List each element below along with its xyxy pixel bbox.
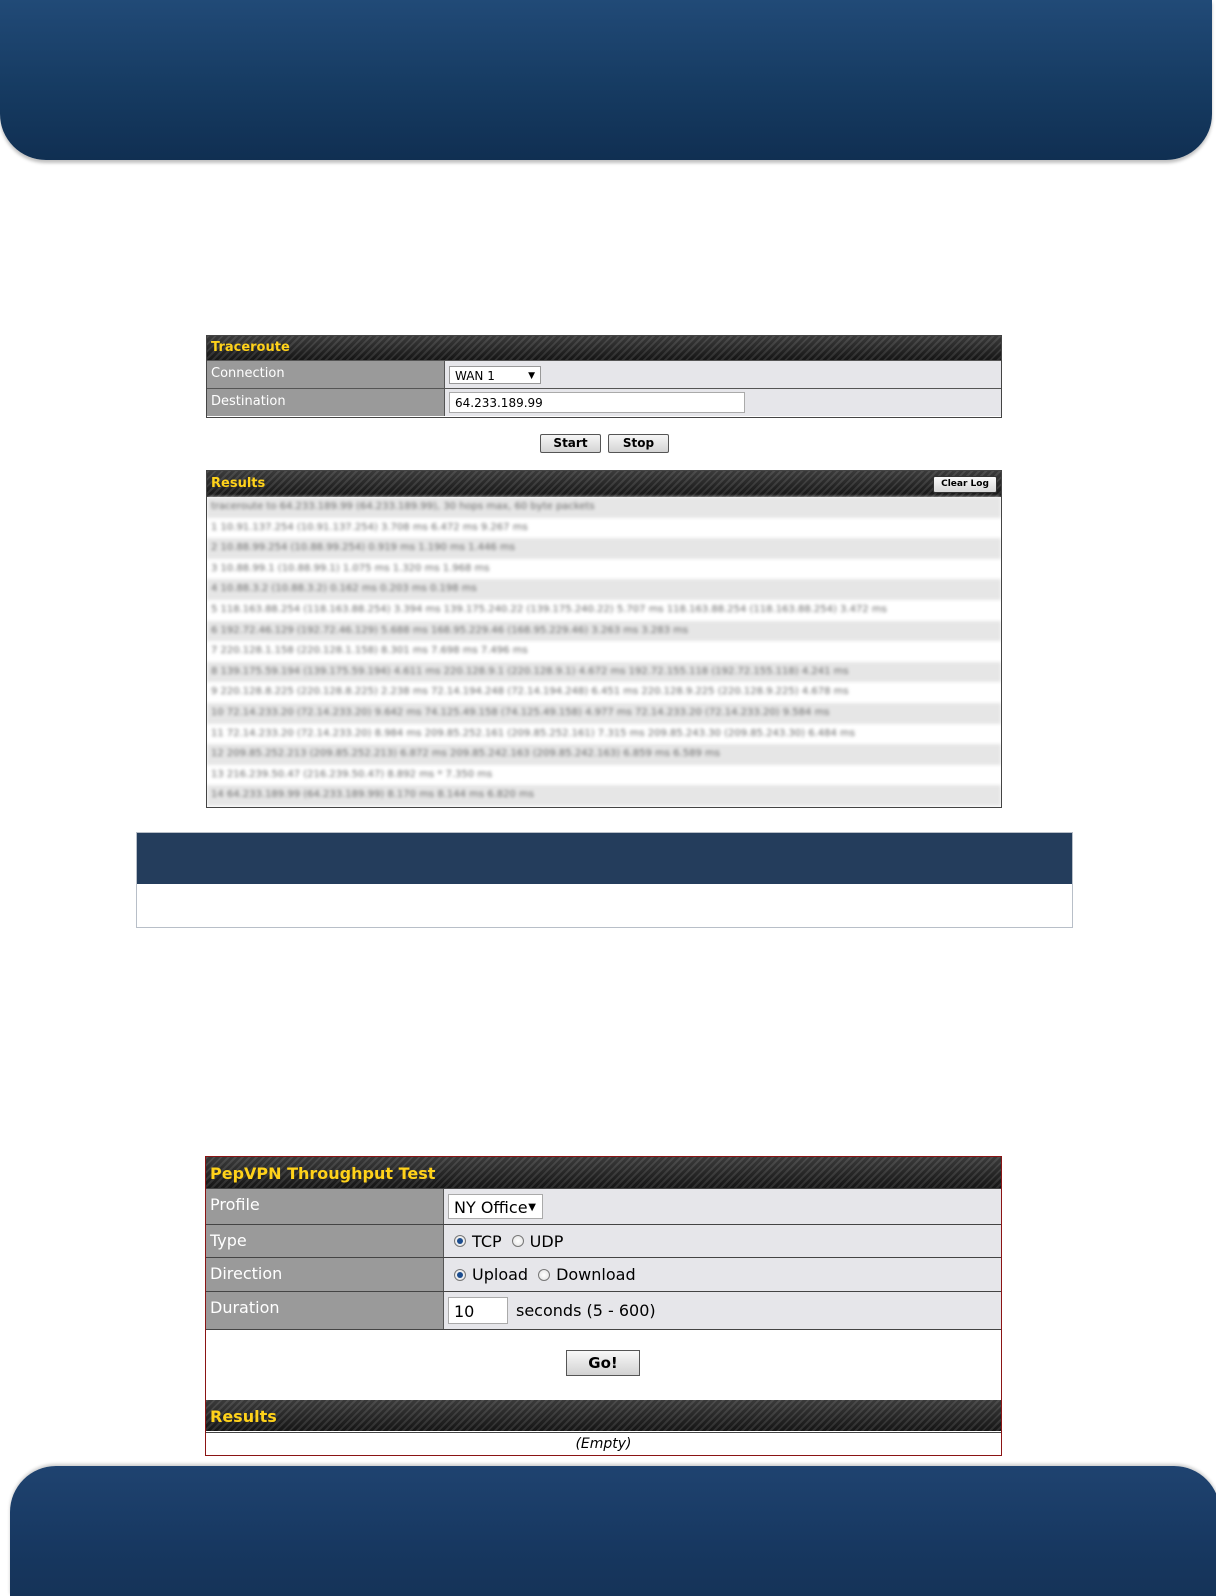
destination-row (207, 388, 1001, 416)
log-line: 7 220.128.1.158 (220.128.1.158) 8.301 ms 7.698 ms 7.496 ms (211, 645, 528, 657)
destination-label: Destination (207, 389, 445, 416)
profile-row (206, 1188, 1001, 1224)
note-box (136, 832, 1073, 928)
log-line: 13 216.239.50.47 (216.239.50.47) 8.892 ms * 7.350 ms (211, 768, 493, 780)
clear-log-button[interactable]: Clear Log (933, 476, 997, 493)
log-line: 1 10.91.137.254 (10.91.137.254) 3.708 ms 6.472 ms 9.267 ms (211, 521, 528, 533)
type-label: Type (206, 1225, 444, 1257)
log-line: 11 72.14.233.20 (72.14.233.20) 8.984 ms 209.85.252.161 (209.85.252.161) 7.315 ms 209.85.243.30 (209.85.243.30) 6.484 ms (211, 727, 855, 739)
duration-hint: seconds (5 - 600) (516, 1301, 656, 1320)
duration-label: Duration (206, 1292, 444, 1329)
log-line: 12 209.85.252.213 (209.85.252.213) 6.872 ms 209.85.242.163 (209.85.242.163) 6.859 ms 6.589 ms (207, 744, 1001, 765)
page-footer-band (10, 1466, 1216, 1596)
direction-row (206, 1257, 1001, 1291)
go-button[interactable]: Go! (566, 1350, 640, 1376)
tcp-label: TCP (472, 1231, 502, 1251)
profile-select[interactable]: NY Office ▼ (448, 1194, 543, 1219)
log-line: 4 10.88.3.2 (10.88.3.2) 0.162 ms 0.203 ms 0.198 ms (207, 579, 1001, 600)
stop-button[interactable]: Stop (608, 434, 669, 453)
download-label: Download (556, 1265, 636, 1284)
download-radio[interactable] (538, 1269, 550, 1281)
chevron-down-icon: ▼ (528, 1202, 536, 1213)
udp-radio[interactable] (512, 1235, 524, 1247)
throughput-results-empty: (Empty) (206, 1432, 1001, 1455)
traceroute-title: Traceroute (207, 336, 1001, 360)
connection-select[interactable]: WAN 1 ▼ (449, 366, 541, 384)
type-row (206, 1224, 1001, 1257)
note-box-header (137, 833, 1072, 884)
upload-radio[interactable] (454, 1269, 466, 1281)
connection-label: Connection (207, 361, 445, 388)
start-button[interactable]: Start (540, 434, 601, 453)
connection-row (207, 360, 1001, 388)
udp-label: UDP (529, 1231, 564, 1251)
log-line: 5 118.163.88.254 (118.163.88.254) 3.394 ms 139.175.240.22 (139.175.240.22) 5.707 ms 118.163.88.254 (118.163.88.254) 3.472 ms (211, 603, 887, 615)
upload-label: Upload (472, 1265, 529, 1284)
profile-label: Profile (206, 1189, 444, 1224)
log-line: 8 139.175.59.194 (139.175.59.194) 4.611 ms 220.128.9.1 (220.128.9.1) 4.672 ms 192.72.155.118 (192.72.155.118) 4.241 ms (207, 662, 1001, 683)
log-line: traceroute to 64.233.189.99 (64.233.189.99), 30 hops max, 60 byte packets (207, 497, 1001, 518)
results-panel (206, 470, 1002, 808)
log-line: 14 64.233.189.99 (64.233.189.99) 8.170 ms 8.144 ms 6.820 ms (207, 785, 1001, 806)
log-line: 10 72.14.233.20 (72.14.233.20) 9.642 ms 74.125.49.158 (74.125.49.158) 4.977 ms 72.14.233.20 (72.14.233.20) 9.584 ms (207, 703, 1001, 724)
log-line: 2 10.88.99.254 (10.88.99.254) 0.919 ms 1.190 ms 1.446 ms (207, 538, 1001, 559)
throughput-results-title: Results (206, 1400, 1001, 1431)
results-title: Results Clear Log (207, 471, 1001, 497)
log-line: 9 220.128.8.225 (220.128.8.225) 2.238 ms 72.14.194.248 (72.14.194.248) 6.451 ms 220.128.9.225 (220.128.9.225) 4.678 ms (211, 686, 849, 698)
duration-input[interactable]: 10 (448, 1297, 508, 1324)
page-header-band (0, 0, 1212, 160)
traceroute-panel (206, 335, 1002, 418)
log-line: 6 192.72.46.129 (192.72.46.129) 5.688 ms 168.95.229.46 (168.95.229.46) 3.263 ms 3.283 ms (207, 621, 1001, 642)
chevron-down-icon: ▼ (528, 370, 535, 381)
duration-row (206, 1291, 1001, 1329)
direction-label: Direction (206, 1258, 444, 1291)
destination-input[interactable]: 64.233.189.99 (449, 392, 745, 413)
throughput-panel (205, 1156, 1002, 1456)
tcp-radio[interactable] (454, 1235, 466, 1247)
log-line: 3 10.88.99.1 (10.88.99.1) 1.075 ms 1.320 ms 1.968 ms (211, 562, 490, 574)
throughput-title: PepVPN Throughput Test (206, 1157, 1001, 1188)
